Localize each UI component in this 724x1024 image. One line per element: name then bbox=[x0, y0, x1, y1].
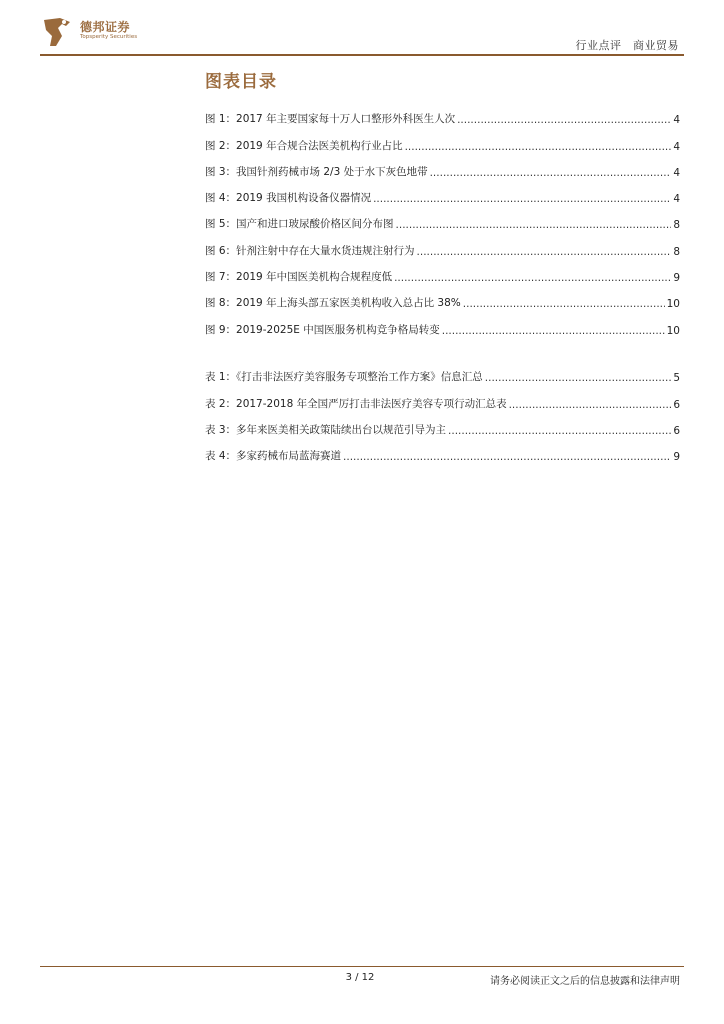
toc-entry-table-3[interactable] bbox=[205, 411, 680, 437]
entry-label: 图 4：2019 我国机构设备仪器情况 bbox=[205, 192, 372, 205]
toc-entry-figure-1[interactable] bbox=[205, 100, 680, 126]
header-divider bbox=[40, 54, 684, 56]
dot-leader bbox=[463, 298, 665, 310]
dot-leader bbox=[396, 219, 672, 231]
toc-entry-figure-9[interactable] bbox=[205, 310, 680, 336]
entry-page: 9 bbox=[673, 272, 680, 285]
entry-page: 10 bbox=[666, 298, 680, 311]
entry-page: 8 bbox=[673, 245, 680, 258]
entry-label: 图 7：2019 年中国医美机构合规程度低 bbox=[205, 271, 393, 284]
entry-label: 表 1：《打击非法医疗美容服务专项整治工作方案》信息汇总 bbox=[205, 371, 483, 384]
toc-entry-table-4[interactable] bbox=[205, 437, 680, 463]
report-category: 行业点评 商业贸易 bbox=[575, 39, 679, 52]
dot-leader bbox=[457, 114, 671, 126]
toc-entry-table-2[interactable] bbox=[205, 384, 680, 410]
dot-leader bbox=[417, 246, 672, 258]
toc-title: 图表目录 bbox=[205, 72, 277, 92]
logo-text-en: Topsperity Securities bbox=[80, 34, 138, 40]
toc-entry-figure-6[interactable] bbox=[205, 231, 680, 257]
dot-leader bbox=[448, 425, 671, 437]
footer-divider bbox=[40, 966, 684, 967]
entry-page: 4 bbox=[673, 166, 680, 179]
dot-leader bbox=[509, 399, 672, 411]
dot-leader bbox=[485, 372, 672, 384]
toc-entry-figure-5[interactable] bbox=[205, 205, 680, 231]
logo-text-cn: 德邦证券 bbox=[80, 20, 131, 34]
dot-leader bbox=[442, 325, 665, 337]
entry-page: 4 bbox=[673, 193, 680, 206]
entry-page: 8 bbox=[673, 219, 680, 232]
entry-label: 图 9：2019-2025E 中国医服务机构竞争格局转变 bbox=[205, 323, 440, 336]
entry-label: 图 6：针剂注射中存在大量水货违规注射行为 bbox=[205, 244, 415, 257]
dot-leader bbox=[394, 272, 671, 284]
entry-label: 图 1：2017 年主要国家每十万人口整形外科医生人次 bbox=[205, 113, 456, 126]
entry-page: 4 bbox=[673, 140, 680, 153]
dot-leader bbox=[373, 193, 671, 205]
entry-page: 6 bbox=[673, 424, 680, 437]
figure-list bbox=[205, 100, 680, 337]
company-logo bbox=[40, 16, 140, 48]
toc-entry-figure-3[interactable] bbox=[205, 153, 680, 179]
entry-label: 图 8：2019 年上海头部五家医美机构收入总占比 38% bbox=[205, 297, 461, 310]
dot-leader bbox=[405, 141, 672, 153]
toc-entry-figure-2[interactable] bbox=[205, 126, 680, 152]
dot-leader bbox=[343, 451, 671, 463]
toc-entry-figure-4[interactable] bbox=[205, 179, 680, 205]
entry-page: 9 bbox=[673, 451, 680, 464]
entry-label: 图 5：国产和进口玻尿酸价格区间分布图 bbox=[205, 218, 394, 231]
entry-label: 图 2：2019 年合规合法医美机构行业占比 bbox=[205, 139, 403, 152]
entry-page: 5 bbox=[673, 372, 680, 385]
toc-entry-figure-8[interactable] bbox=[205, 284, 680, 310]
disclaimer-note: 请务必阅读正文之后的信息披露和法律声明 bbox=[490, 976, 680, 987]
toc-entry-table-1[interactable] bbox=[205, 358, 680, 384]
table-list bbox=[205, 358, 680, 463]
dot-leader bbox=[430, 167, 672, 179]
entry-label: 表 2：2017-2018 年全国严厉打击非法医疗美容专项行动汇总表 bbox=[205, 397, 507, 410]
logo-icon bbox=[40, 16, 76, 48]
toc-entry-figure-7[interactable] bbox=[205, 258, 680, 284]
entry-page: 6 bbox=[673, 398, 680, 411]
page-number: 3 / 12 bbox=[345, 972, 375, 983]
entry-page: 4 bbox=[673, 114, 680, 127]
entry-label: 表 4：多家药械布局蓝海赛道 bbox=[205, 450, 342, 463]
entry-page: 10 bbox=[666, 324, 680, 337]
entry-label: 表 3：多年来医美相关政策陆续出台以规范引导为主 bbox=[205, 423, 447, 436]
entry-label: 图 3：我国针剂药械市场 2/3 处于水下灰色地带 bbox=[205, 165, 428, 178]
